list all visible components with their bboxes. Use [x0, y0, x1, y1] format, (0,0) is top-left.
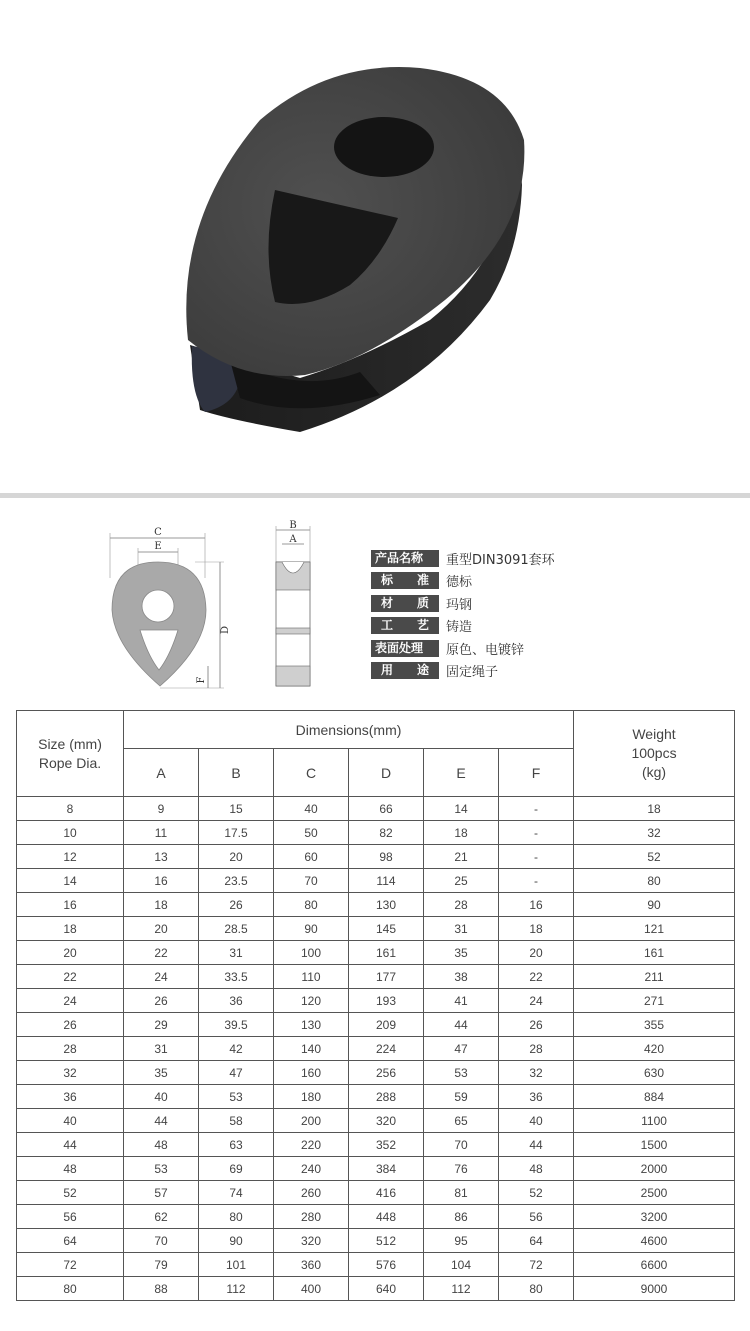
column-header-e: E: [424, 749, 499, 797]
table-cell: 355: [574, 1013, 735, 1037]
table-cell: 50: [274, 821, 349, 845]
drawing-label-e: E: [154, 541, 162, 552]
drawing-label-d: D: [220, 625, 231, 635]
table-cell: 100: [274, 941, 349, 965]
table-cell: 62: [124, 1205, 199, 1229]
table-cell: 16: [17, 893, 124, 917]
table-cell: 32: [499, 1061, 574, 1085]
size-header: [17, 711, 124, 797]
table-cell: 74: [199, 1181, 274, 1205]
table-row: [17, 1181, 735, 1205]
table-cell: 180: [274, 1085, 349, 1109]
table-cell: 72: [17, 1253, 124, 1277]
table-cell: 88: [124, 1277, 199, 1301]
table-cell: 40: [499, 1109, 574, 1133]
table-cell: 11: [124, 821, 199, 845]
table-cell: 101: [199, 1253, 274, 1277]
table-cell: 39.5: [199, 1013, 274, 1037]
table-cell: 26: [124, 989, 199, 1013]
table-cell: 35: [124, 1061, 199, 1085]
table-cell: 24: [499, 989, 574, 1013]
table-cell: 48: [124, 1133, 199, 1157]
table-cell: 15: [199, 797, 274, 821]
spec-row-surface: [371, 638, 671, 658]
table-cell: 211: [574, 965, 735, 989]
drawing-label-b: B: [289, 520, 297, 531]
column-header-d: D: [349, 749, 424, 797]
product-photo: [0, 0, 750, 495]
table-cell: 81: [424, 1181, 499, 1205]
table-cell: 9: [124, 797, 199, 821]
table-cell: 114: [349, 869, 424, 893]
table-cell: 53: [424, 1061, 499, 1085]
table-cell: 384: [349, 1157, 424, 1181]
table-cell: 17.5: [199, 821, 274, 845]
table-cell: 80: [499, 1277, 574, 1301]
table-cell: 70: [274, 869, 349, 893]
table-cell: 160: [274, 1061, 349, 1085]
table-cell: 640: [349, 1277, 424, 1301]
table-cell: 28: [499, 1037, 574, 1061]
table-cell: 64: [17, 1229, 124, 1253]
table-cell: 21: [424, 845, 499, 869]
spec-row-process: [371, 616, 671, 636]
spec-label: 产品名称: [371, 550, 439, 567]
thimble-dimension-drawing-icon: [100, 518, 330, 696]
table-cell: 44: [499, 1133, 574, 1157]
table-cell: 110: [274, 965, 349, 989]
spec-label: 标 准: [371, 572, 439, 589]
spec-list: [371, 548, 671, 683]
table-row: [17, 893, 735, 917]
table-cell: 26: [17, 1013, 124, 1037]
table-row: [17, 1253, 735, 1277]
table-cell: 288: [349, 1085, 424, 1109]
table-cell: 69: [199, 1157, 274, 1181]
table-cell: 400: [274, 1277, 349, 1301]
table-row: [17, 1133, 735, 1157]
table-cell: 90: [574, 893, 735, 917]
table-cell: 56: [17, 1205, 124, 1229]
table-cell: 18: [499, 917, 574, 941]
table-cell: 36: [499, 1085, 574, 1109]
dimensions-header: Dimensions(mm): [124, 711, 574, 749]
table-cell: 80: [17, 1277, 124, 1301]
table-cell: 26: [199, 893, 274, 917]
table-cell: 90: [199, 1229, 274, 1253]
table-row: [17, 1205, 735, 1229]
table-cell: -: [499, 821, 574, 845]
spec-value: 固定绳子: [446, 665, 499, 680]
table-cell: 56: [499, 1205, 574, 1229]
table-cell: 66: [349, 797, 424, 821]
spec-value: 德标: [446, 575, 473, 590]
drawing-label-f: F: [196, 676, 207, 684]
table-cell: 8: [17, 797, 124, 821]
drawing-label-c: C: [154, 527, 162, 538]
table-cell: 80: [199, 1205, 274, 1229]
table-cell: 260: [274, 1181, 349, 1205]
drawing-label-a: A: [289, 534, 297, 545]
table-cell: 140: [274, 1037, 349, 1061]
table-cell: 416: [349, 1181, 424, 1205]
spec-label: 用 途: [371, 662, 439, 679]
table-cell: 90: [274, 917, 349, 941]
spec-row-material: [371, 593, 671, 613]
table-cell: 18: [574, 797, 735, 821]
table-cell: 42: [199, 1037, 274, 1061]
table-cell: 20: [17, 941, 124, 965]
dimensions-table: [16, 710, 735, 1301]
table-cell: 360: [274, 1253, 349, 1277]
table-cell: 86: [424, 1205, 499, 1229]
table-cell: 884: [574, 1085, 735, 1109]
table-row: [17, 941, 735, 965]
column-header-b: B: [199, 749, 274, 797]
table-cell: 14: [17, 869, 124, 893]
table-row: [17, 1277, 735, 1301]
table-cell: 59: [424, 1085, 499, 1109]
table-cell: 1500: [574, 1133, 735, 1157]
table-cell: 52: [499, 1181, 574, 1205]
table-cell: 9000: [574, 1277, 735, 1301]
spec-row-name: [371, 548, 671, 568]
spec-value: 原色、电镀锌: [446, 642, 525, 658]
table-row: [17, 845, 735, 869]
table-cell: 41: [424, 989, 499, 1013]
weight-header-line: Weight: [632, 726, 676, 742]
table-cell: 112: [199, 1277, 274, 1301]
table-cell: 44: [17, 1133, 124, 1157]
table-cell: 23.5: [199, 869, 274, 893]
column-header-f: F: [499, 749, 574, 797]
table-row: [17, 1229, 735, 1253]
table-cell: 44: [424, 1013, 499, 1037]
table-cell: 60: [274, 845, 349, 869]
table-cell: 24: [17, 989, 124, 1013]
table-cell: 35: [424, 941, 499, 965]
spec-value: 重型DIN3091套环: [446, 552, 555, 568]
table-cell: 14: [424, 797, 499, 821]
spec-row-usage: [371, 661, 671, 681]
table-cell: 28: [17, 1037, 124, 1061]
table-cell: 52: [574, 845, 735, 869]
table-cell: 26: [499, 1013, 574, 1037]
spec-label: 材 质: [371, 595, 439, 612]
table-cell: 161: [574, 941, 735, 965]
table-cell: 53: [124, 1157, 199, 1181]
table-cell: 82: [349, 821, 424, 845]
table-cell: 53: [199, 1085, 274, 1109]
table-cell: 209: [349, 1013, 424, 1037]
table-cell: 47: [199, 1061, 274, 1085]
table-cell: 40: [274, 797, 349, 821]
table-cell: 76: [424, 1157, 499, 1181]
spec-label: 表面处理: [371, 640, 439, 657]
table-cell: 18: [124, 893, 199, 917]
table-cell: 98: [349, 845, 424, 869]
table-cell: 200: [274, 1109, 349, 1133]
table-cell: 177: [349, 965, 424, 989]
table-cell: 4600: [574, 1229, 735, 1253]
table-row: [17, 989, 735, 1013]
table-cell: 52: [17, 1181, 124, 1205]
weight-header: [574, 711, 735, 797]
table-cell: 130: [274, 1013, 349, 1037]
table-cell: 256: [349, 1061, 424, 1085]
table-row: [17, 869, 735, 893]
table-row: [17, 1037, 735, 1061]
table-row: [17, 1013, 735, 1037]
table-cell: 18: [17, 917, 124, 941]
table-cell: 31: [124, 1037, 199, 1061]
table-cell: 29: [124, 1013, 199, 1037]
table-cell: 24: [124, 965, 199, 989]
table-cell: 145: [349, 917, 424, 941]
table-cell: 36: [17, 1085, 124, 1109]
spec-value: 铸造: [446, 620, 473, 635]
table-cell: 2500: [574, 1181, 735, 1205]
table-cell: 48: [17, 1157, 124, 1181]
table-cell: 22: [499, 965, 574, 989]
table-cell: 224: [349, 1037, 424, 1061]
spec-label: 工 艺: [371, 617, 439, 634]
table-cell: 16: [124, 869, 199, 893]
table-cell: 320: [274, 1229, 349, 1253]
section-divider: [0, 493, 750, 498]
table-cell: 22: [17, 965, 124, 989]
table-cell: 28.5: [199, 917, 274, 941]
table-cell: 420: [574, 1037, 735, 1061]
table-cell: 130: [349, 893, 424, 917]
spec-row-standard: [371, 571, 671, 591]
table-cell: 1100: [574, 1109, 735, 1133]
table-cell: 80: [274, 893, 349, 917]
table-cell: 10: [17, 821, 124, 845]
table-cell: 193: [349, 989, 424, 1013]
table-cell: 512: [349, 1229, 424, 1253]
table-cell: 65: [424, 1109, 499, 1133]
table-cell: 271: [574, 989, 735, 1013]
table-cell: 280: [274, 1205, 349, 1229]
table-cell: 48: [499, 1157, 574, 1181]
table-cell: 58: [199, 1109, 274, 1133]
weight-header-line: 100pcs: [631, 745, 677, 761]
size-header-line: Rope Dia.: [38, 754, 102, 771]
table-cell: 32: [17, 1061, 124, 1085]
table-cell: 79: [124, 1253, 199, 1277]
table-cell: 104: [424, 1253, 499, 1277]
table-cell: 6600: [574, 1253, 735, 1277]
table-cell: 112: [424, 1277, 499, 1301]
table-cell: 40: [17, 1109, 124, 1133]
table-cell: 64: [499, 1229, 574, 1253]
table-row: [17, 965, 735, 989]
table-cell: 47: [424, 1037, 499, 1061]
column-header-c: C: [274, 749, 349, 797]
table-cell: 31: [424, 917, 499, 941]
table-row: [17, 797, 735, 821]
table-cell: 630: [574, 1061, 735, 1085]
table-cell: 18: [424, 821, 499, 845]
table-cell: 70: [124, 1229, 199, 1253]
table-cell: 57: [124, 1181, 199, 1205]
table-cell: 63: [199, 1133, 274, 1157]
table-row: [17, 1157, 735, 1181]
table-cell: 80: [574, 869, 735, 893]
table-cell: 72: [499, 1253, 574, 1277]
table-cell: 44: [124, 1109, 199, 1133]
table-cell: 12: [17, 845, 124, 869]
table-cell: 36: [199, 989, 274, 1013]
din3091-thimble-photo-icon: [0, 0, 750, 495]
table-cell: -: [499, 797, 574, 821]
table-cell: 3200: [574, 1205, 735, 1229]
table-cell: 13: [124, 845, 199, 869]
table-row: [17, 821, 735, 845]
table-cell: 31: [199, 941, 274, 965]
table-cell: 40: [124, 1085, 199, 1109]
column-header-a: A: [124, 749, 199, 797]
table-cell: 38: [424, 965, 499, 989]
table-cell: -: [499, 869, 574, 893]
table-row: [17, 917, 735, 941]
table-cell: 22: [124, 941, 199, 965]
table-row: [17, 1085, 735, 1109]
table-cell: 16: [499, 893, 574, 917]
table-cell: 161: [349, 941, 424, 965]
table-cell: 28: [424, 893, 499, 917]
table-cell: 448: [349, 1205, 424, 1229]
table-cell: 320: [349, 1109, 424, 1133]
table-cell: 70: [424, 1133, 499, 1157]
table-cell: 576: [349, 1253, 424, 1277]
table-cell: 20: [499, 941, 574, 965]
weight-header-line: (kg): [641, 764, 667, 780]
table-cell: -: [499, 845, 574, 869]
table-cell: 220: [274, 1133, 349, 1157]
table-row: [17, 1061, 735, 1085]
table-cell: 32: [574, 821, 735, 845]
table-cell: 25: [424, 869, 499, 893]
table-cell: 20: [124, 917, 199, 941]
table-cell: 352: [349, 1133, 424, 1157]
table-cell: 20: [199, 845, 274, 869]
table-cell: 95: [424, 1229, 499, 1253]
size-header-line: Size (mm): [38, 735, 102, 752]
table-row: [17, 1109, 735, 1133]
table-cell: 33.5: [199, 965, 274, 989]
table-cell: 121: [574, 917, 735, 941]
table-cell: 2000: [574, 1157, 735, 1181]
table-cell: 120: [274, 989, 349, 1013]
table-cell: 240: [274, 1157, 349, 1181]
spec-value: 玛钢: [446, 597, 473, 613]
table-body: [17, 797, 735, 1301]
